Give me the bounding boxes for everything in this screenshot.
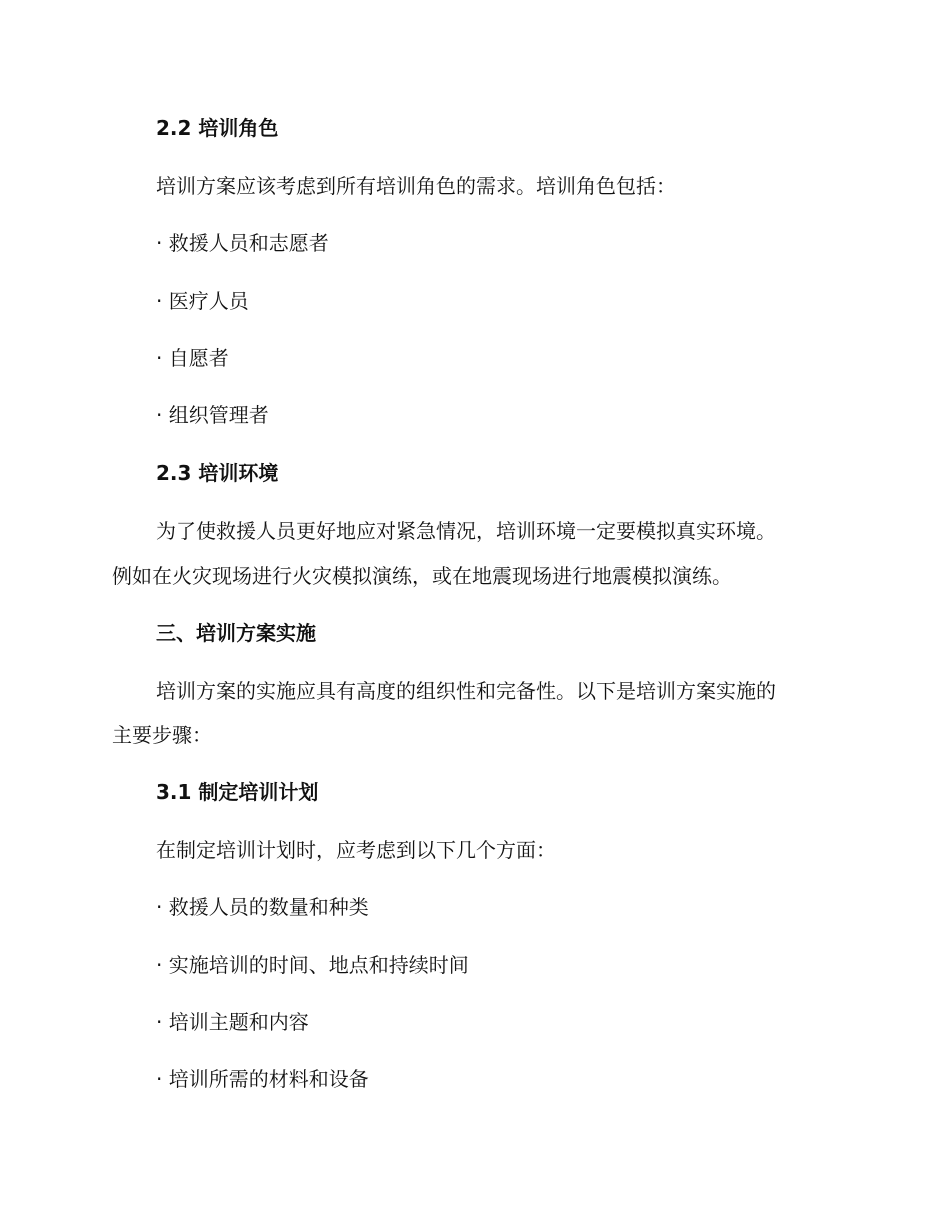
paragraph-2-3-line1: 为了使救援人员更好地应对紧急情况，培训环境一定要模拟真实环境。 bbox=[156, 519, 776, 543]
paragraph-3-1-intro: 在制定培训计划时，应考虑到以下几个方面： bbox=[156, 838, 556, 862]
heading-2-2: 2.2 培训角色 bbox=[156, 116, 279, 140]
paragraph-3-line1: 培训方案的实施应具有高度的组织性和完备性。以下是培训方案实施的 bbox=[156, 679, 776, 703]
list-item: · 医疗人员 bbox=[156, 289, 249, 313]
list-item: · 培训主题和内容 bbox=[156, 1010, 309, 1034]
list-item: · 救援人员和志愿者 bbox=[156, 231, 329, 255]
list-item: · 救援人员的数量和种类 bbox=[156, 895, 369, 919]
list-item: · 实施培训的时间、地点和持续时间 bbox=[156, 953, 469, 977]
heading-3-1: 3.1 制定培训计划 bbox=[156, 780, 319, 804]
paragraph-2-2-intro: 培训方案应该考虑到所有培训角色的需求。培训角色包括： bbox=[156, 174, 676, 198]
paragraph-2-3-line2: 例如在火灾现场进行火灾模拟演练，或在地震现场进行地震模拟演练。 bbox=[112, 564, 732, 588]
list-item: · 培训所需的材料和设备 bbox=[156, 1067, 369, 1091]
paragraph-3-line2: 主要步骤： bbox=[112, 723, 212, 747]
heading-3: 三、培训方案实施 bbox=[156, 621, 316, 645]
heading-2-3: 2.3 培训环境 bbox=[156, 461, 279, 485]
list-item: · 自愿者 bbox=[156, 346, 229, 370]
list-item: · 组织管理者 bbox=[156, 403, 269, 427]
